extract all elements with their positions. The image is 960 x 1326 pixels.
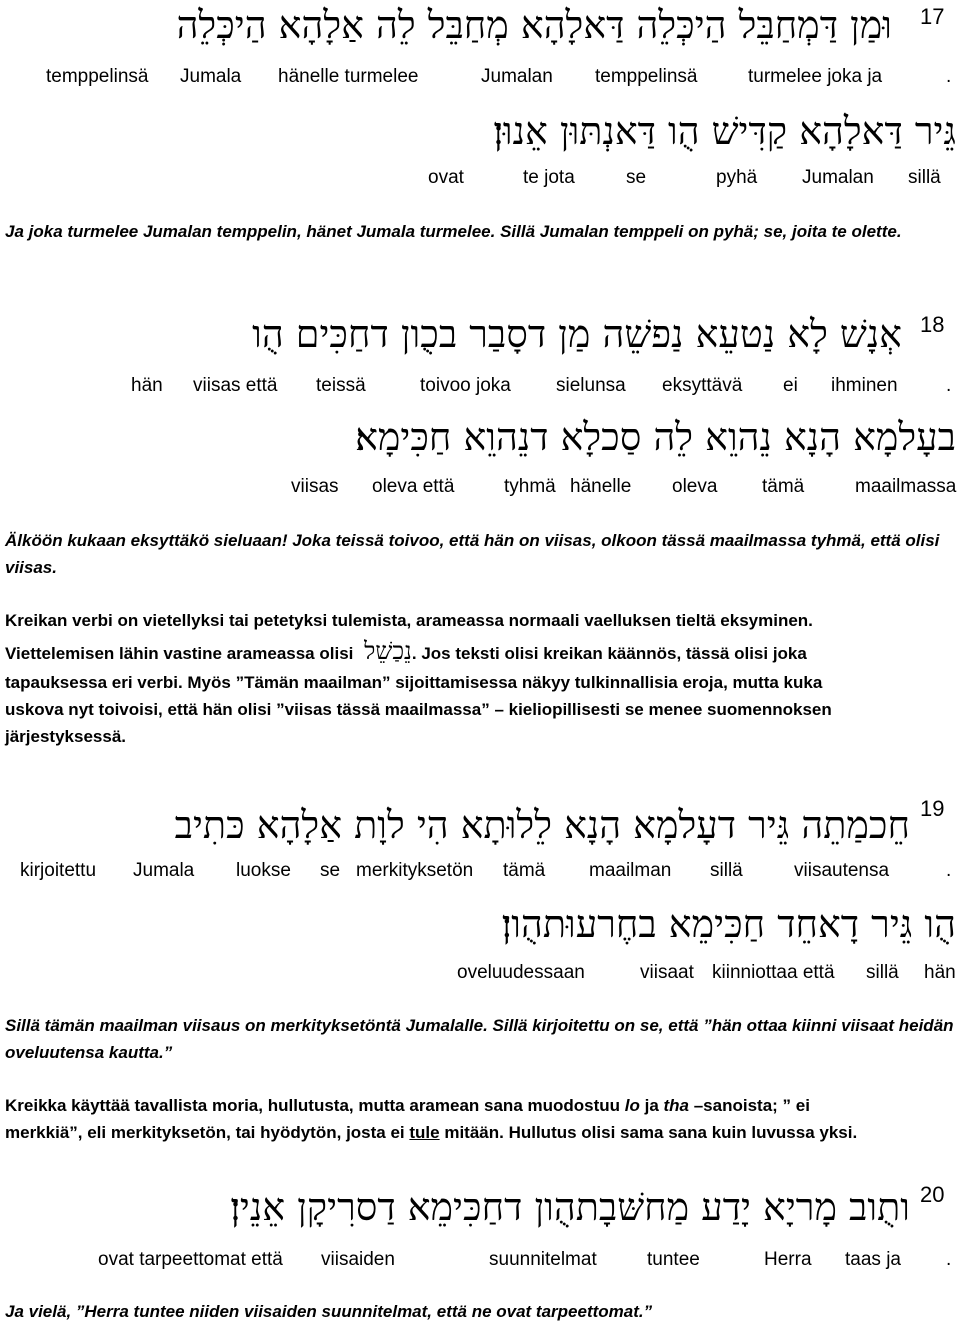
note-text: Viettelemisen lähin vastine arameassa olisi xyxy=(5,644,354,663)
gloss-word: viisaat xyxy=(640,962,694,983)
gloss-word: kirjoitettu xyxy=(20,860,97,881)
verse-17-hebrew-line-2: גֵּיר דַּאלָהָא קַדִּישׁ הֻו דַּאנְתּוּן אֵנוּן׃ xyxy=(493,109,956,153)
note-text: mitään. Hullutus olisi sama sana kuin luvussa yksi. xyxy=(439,1123,858,1142)
gloss-word: ei xyxy=(783,375,798,396)
gloss-word: sillä xyxy=(908,167,941,188)
gloss-word: temppelinsä xyxy=(46,66,149,87)
verse-19-hebrew-line-2: הֻו גֵּיר דָאחֵד חַכִּימֵא בחֶרעוּתהֻון׃ xyxy=(501,902,956,946)
note-text: merkkiä”, eli merkityksetön, tai hyödytön, josta ei xyxy=(5,1123,410,1142)
gloss-word: sillä xyxy=(866,962,899,983)
gloss-word: maailmassa xyxy=(855,476,957,497)
verse-number: 20 xyxy=(920,1182,945,1207)
gloss-word: se xyxy=(626,167,647,188)
gloss-word: Herra xyxy=(764,1249,812,1270)
gloss-word: oleva xyxy=(672,476,718,497)
gloss-word: viisautensa xyxy=(794,860,890,881)
verse-18-hebrew-line-2: בעָלמָא הָנָא נֵהוֵא לֵה סַכלָא דנֵהוֵא חַכִּימָא׃ xyxy=(355,415,956,459)
gloss-word: pyhä xyxy=(716,167,758,188)
note-line xyxy=(5,1119,955,1146)
gloss-word: viisaiden xyxy=(321,1249,395,1270)
gloss-word: hänelle xyxy=(570,476,632,497)
gloss-word: temppelinsä xyxy=(595,66,698,87)
gloss-word: luokse xyxy=(236,860,291,881)
note-text: ja xyxy=(639,1096,664,1115)
gloss-word: oleva että xyxy=(372,476,455,497)
verse-number: 17 xyxy=(920,4,945,29)
note-kreikka-moria xyxy=(5,1092,955,1146)
note-word-tha: tha xyxy=(663,1096,689,1115)
gloss-word: suunnitelmat xyxy=(489,1249,597,1270)
note-line: uskova nyt toivoisi, että hän olisi ”viisas tässä maailmassa” – kieliopillisesti se menee suomennoksen xyxy=(5,700,832,719)
verse-19-hebrew-line-1: חֵכמַתֵה גֵּיר דעָלמָא הָנָא לֵלוּתָא הִי לוָת אַלָהָא כּתִיב xyxy=(174,803,910,847)
gloss-word: sillä xyxy=(710,860,743,881)
verse-20-translation: Ja vielä, ”Herra tuntee niiden viisaiden suunnitelmat, että ne ovat tarpeettomat.” xyxy=(5,1302,653,1321)
gloss-word: maailman xyxy=(589,860,672,881)
gloss-word: tämä xyxy=(762,476,805,497)
note-text: –sanoista; ” ei xyxy=(689,1096,810,1115)
gloss-word: tuntee xyxy=(647,1249,700,1270)
gloss-word: teissä xyxy=(316,375,366,396)
gloss-word: tyhmä xyxy=(504,476,556,497)
gloss-word: Jumalan xyxy=(802,167,874,188)
gloss-word: hän xyxy=(131,375,163,396)
verse-number: 18 xyxy=(920,312,945,337)
gloss-word: se xyxy=(320,860,341,881)
verse-17-hebrew-line-1: וּמַן דַּמְחַבֵּל הַיכְּלֵה דַּאלָהָא מְחַבֵּל לֵה אַלָהָא הַיכְּלֵה xyxy=(176,3,892,47)
gloss-word: eksyttävä xyxy=(662,375,743,396)
gloss-word: merkityksetön xyxy=(356,860,474,881)
gloss-word: kiinniottaa että xyxy=(712,962,835,983)
gloss-word: . xyxy=(946,375,952,396)
gloss-word: . xyxy=(946,1249,952,1270)
note-text: . Jos teksti olisi kreikan käännös, tässä olisi joka xyxy=(411,644,807,663)
gloss-word: viisas että xyxy=(193,375,278,396)
verse-18-hebrew-line-1: אְנָשׁ לָא נַטעֵא נַפשֵׁה מַן דסָבַר בכֻון דחַכִּים הֻו xyxy=(252,312,902,356)
gloss-word: . xyxy=(946,860,952,881)
note-line: tapauksessa eri verbi. Myös ”Tämän maailman” sijoittamisessa näkyy tulkinnallisia eroja, mutta kuka xyxy=(5,673,823,692)
gloss-word: . xyxy=(946,66,952,87)
verse-number: 19 xyxy=(920,796,945,821)
note-word-lo: lo xyxy=(624,1096,640,1115)
verse-19-translation: Sillä tämän maailman viisaus on merkityksetöntä Jumalalle. Sillä kirjoitettu on se, että ”hän ottaa kiinni viisaat heidän oveluutensa kautta.” xyxy=(5,1016,954,1062)
gloss-word: taas ja xyxy=(845,1249,901,1270)
gloss-word: hänelle turmelee xyxy=(278,66,419,87)
note-line xyxy=(5,634,955,669)
gloss-word: toivoo joka xyxy=(420,375,511,396)
gloss-word: ovat xyxy=(428,167,464,188)
gloss-word: ovat tarpeettomat että xyxy=(98,1249,283,1270)
note-word-tule: tule xyxy=(409,1123,440,1142)
gloss-word: Jumala xyxy=(133,860,195,881)
note-line: järjestyksessä. xyxy=(5,727,126,746)
gloss-word: ihminen xyxy=(831,375,898,396)
note-text: Kreikka käyttää tavallista moria, hullutusta, mutta aramean sana muodostuu xyxy=(5,1096,625,1115)
gloss-word: sielunsa xyxy=(556,375,626,396)
gloss-word: turmelee joka ja xyxy=(748,66,883,87)
note-kreikan-verbi xyxy=(5,607,955,750)
gloss-word: Jumala xyxy=(180,66,242,87)
verse-18-translation: Älköön kukaan eksyttäkö sieluaan! Joka teissä toivoo, että hän on viisas, olkoon tässä maailmassa tyhmä, että olisi viisas. xyxy=(5,531,940,577)
aramaic-word: נֵכַשֵׁל xyxy=(364,637,412,665)
note-line xyxy=(5,1092,955,1119)
gloss-word: tämä xyxy=(503,860,546,881)
verse-17-translation: Ja joka turmelee Jumalan temppelin, hänet Jumala turmelee. Sillä Jumalan temppeli on pyhä; se, joita te olette. xyxy=(5,222,902,241)
gloss-word: viisas xyxy=(291,476,339,497)
note-line: Kreikan verbi on vietellyksi tai petetyksi tulemista, arameassa normaali vaelluksen tieltä eksyminen. xyxy=(5,611,813,630)
gloss-word: Jumalan xyxy=(481,66,553,87)
gloss-word: te jota xyxy=(523,167,575,188)
gloss-word: hän xyxy=(924,962,956,983)
gloss-word: oveluudessaan xyxy=(457,962,585,983)
verse-20-hebrew-line-1: ותֻוב מָריָא יָדַע מַחשּׁבָתהֻון דחַכִּימֵא דַסרִיקָן אֵנֵין׃ xyxy=(230,1185,910,1229)
